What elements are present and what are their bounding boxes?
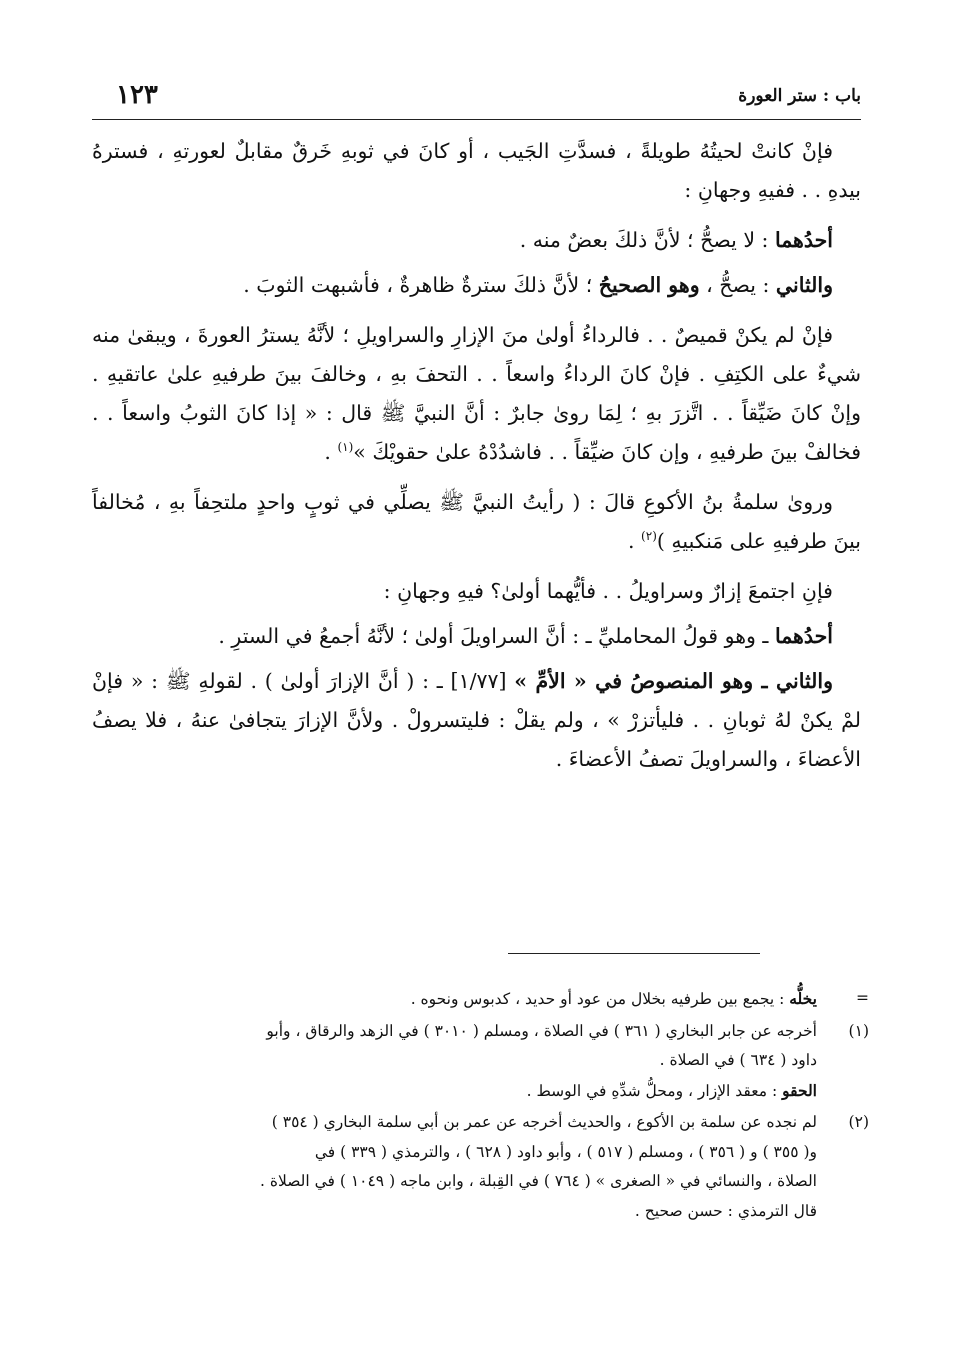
continuation-marker: =	[856, 989, 869, 1007]
label-second-2: والثاني ـ وهو المنصوصُ في « الأمِّ »	[514, 669, 834, 693]
footnote-1-marker: (١)	[848, 1021, 869, 1040]
footnote-rule	[508, 953, 760, 954]
header-rule	[92, 119, 861, 120]
footnote-ref-2: (٢)	[641, 529, 657, 544]
first-izar-text: ـ وهو قولُ المحامليِّ ـ : أنَّ السراويلَ أولىٰ ؛ لأنَّهُ أجمعُ في السترِ .	[218, 624, 775, 648]
paragraph-beard: فإنْ كانتْ لحيتُهُ طويلةً ، فسدَّتِ الجَيب ، أو كانَ في ثوبهِ خَرقٌ مقابلٌ لعورتهِ ، فسترهُ بيدهِ . . ففيهِ وجهانِ :	[92, 139, 861, 202]
footnote-continuation	[92, 984, 869, 1015]
salama-end: .	[628, 529, 642, 553]
footnote-1-gloss	[92, 1076, 817, 1107]
continuation-line	[92, 984, 817, 1015]
footnote-1-line: داود ( ٦٣٤ ) في الصلاة .	[659, 1051, 817, 1069]
salama-text: وروىٰ سلمةُ بنُ الأكوعِ قالَ : ( رأيتُ النبيَّ ﷺ يصلِّي في ثوبٍ واحدٍ ملتحِفاً بهِ ، مُخالفاً بينَ طرفيهِ على مَنكبيهِ )	[92, 490, 861, 553]
label-first-2: أحدُهما	[774, 624, 833, 648]
label-first: أحدُهما	[774, 228, 833, 252]
label-correct: وهو الصحيحُ	[598, 273, 700, 297]
main-text	[92, 132, 861, 790]
footnote-2-line: و( ٣٥٥ ) و ( ٣٥٦ ) ، ومسلم ( ٥١٧ ) ، وأبو داود ( ٦٢٨ ) ، والترمذي ( ٣٣٩ ) في	[314, 1142, 817, 1161]
first-view-text: : لا يصحُّ ؛ لأنَّ ذلكَ بعضٌ منه .	[519, 228, 775, 252]
paragraph-salama	[92, 483, 861, 561]
rida-text: فإنْ لم يكنْ قميصٌ . . فالرداءُ أولىٰ منَ الإزارِ والسراويلِ ؛ لأنَّهُ يسترُ العورةَ ، ويبقىٰ منه شيءٌ على الكتِفِ . فإنْ كانَ الرداءُ واسعاً . . التحفَ بهِ ، وخالفَ بينَ طرفيهِ علىٰ عاتقيهِ . وإنْ كانَ ضَيِّقاً . . اتَّزرَ بهِ ؛ لِمَا روىٰ جابرٌ : أنَّ النبيَّ ﷺ قال : « إذا كانَ الثوبُ واسعاً . . فخالفْ بينَ طرفيهِ ، وإن كانَ ضيِّقاً . . فاشدُدْهُ علىٰ حقويْكَ »	[92, 323, 861, 464]
footnote-2-line: قال الترمذي : حسن صحيح .	[634, 1201, 817, 1220]
running-title: باب : ستر العورة	[738, 86, 861, 106]
second-view-text: : يصحُّ ،	[699, 273, 776, 297]
page-number: ١٢٣	[116, 80, 158, 110]
footnotes	[92, 984, 869, 1228]
footnote-1-line: أخرجه عن جابر البخاري ( ٣٦١ ) في الصلاة ، ومسلم ( ٣٠١٠ ) في الزهد والرقاق ، وأبو	[266, 1021, 817, 1040]
rida-end: .	[324, 440, 338, 464]
footnote-ref-1: (١)	[337, 440, 354, 455]
footnote-2-marker: (٢)	[848, 1113, 869, 1131]
footnote-1	[92, 1017, 869, 1107]
paragraph-first-view	[92, 221, 861, 260]
footnote-2-line: الصلاة ، والنسائي في « الصغرى » ( ٧٦٤ ) في القِبلة ، وابن ماجه ( ١٠٤٩ ) في الصلاة .	[259, 1172, 817, 1190]
page-header	[92, 82, 861, 116]
term-haqw: الحقو	[782, 1080, 817, 1100]
paragraph-second-view	[92, 266, 861, 305]
term-yakhulluhu: يخلُّه	[789, 989, 817, 1008]
second-izar-text: [١/٧٧] ـ : ( أنَّ الإزارَ أولىٰ ) . لقولهِ ﷺ : « فإنْ لمْ يكنْ لهُ ثوبانِ . . فليأتزرْ » ، ولم يقلْ : فليتسرولْ . ولأنَّ الإزارَ يتجافىٰ عنهُ ، فلا يصفُ الأعضاءَ ، والسراويلَ تصفُ الأعضاءَ .	[92, 669, 861, 771]
gloss-text: : معقد الإزار ، ومحلُّ شدِّهِ في الوسط .	[526, 1081, 783, 1100]
label-second: والثاني	[775, 273, 833, 297]
continuation-text: : يجمع بين طرفيه بخلال من عود أو حديد ، كدبوس ونحوه .	[410, 990, 790, 1008]
paragraph-first-izar-view	[92, 617, 861, 656]
paragraph-izar-sarawil: فإنِ اجتمعَ إزارٌ وسراويلُ . . فأيُّهما أولىٰ؟ فيهِ وجهانِ :	[383, 579, 833, 603]
paragraph-rida	[92, 316, 861, 472]
second-view-end: ؛ لأنَّ ذلكَ سترةٌ ظاهرةٌ ، فأشبهت الثوبَ .	[243, 273, 599, 297]
footnote-2-line: لم نجده عن سلمة بن الأكوع ، والحديث أخرجه عن عمر بن أبي سلمة البخاري ( ٣٥٤ )	[271, 1113, 817, 1131]
footnote-2	[92, 1108, 869, 1226]
paragraph-second-izar-view	[92, 662, 861, 779]
